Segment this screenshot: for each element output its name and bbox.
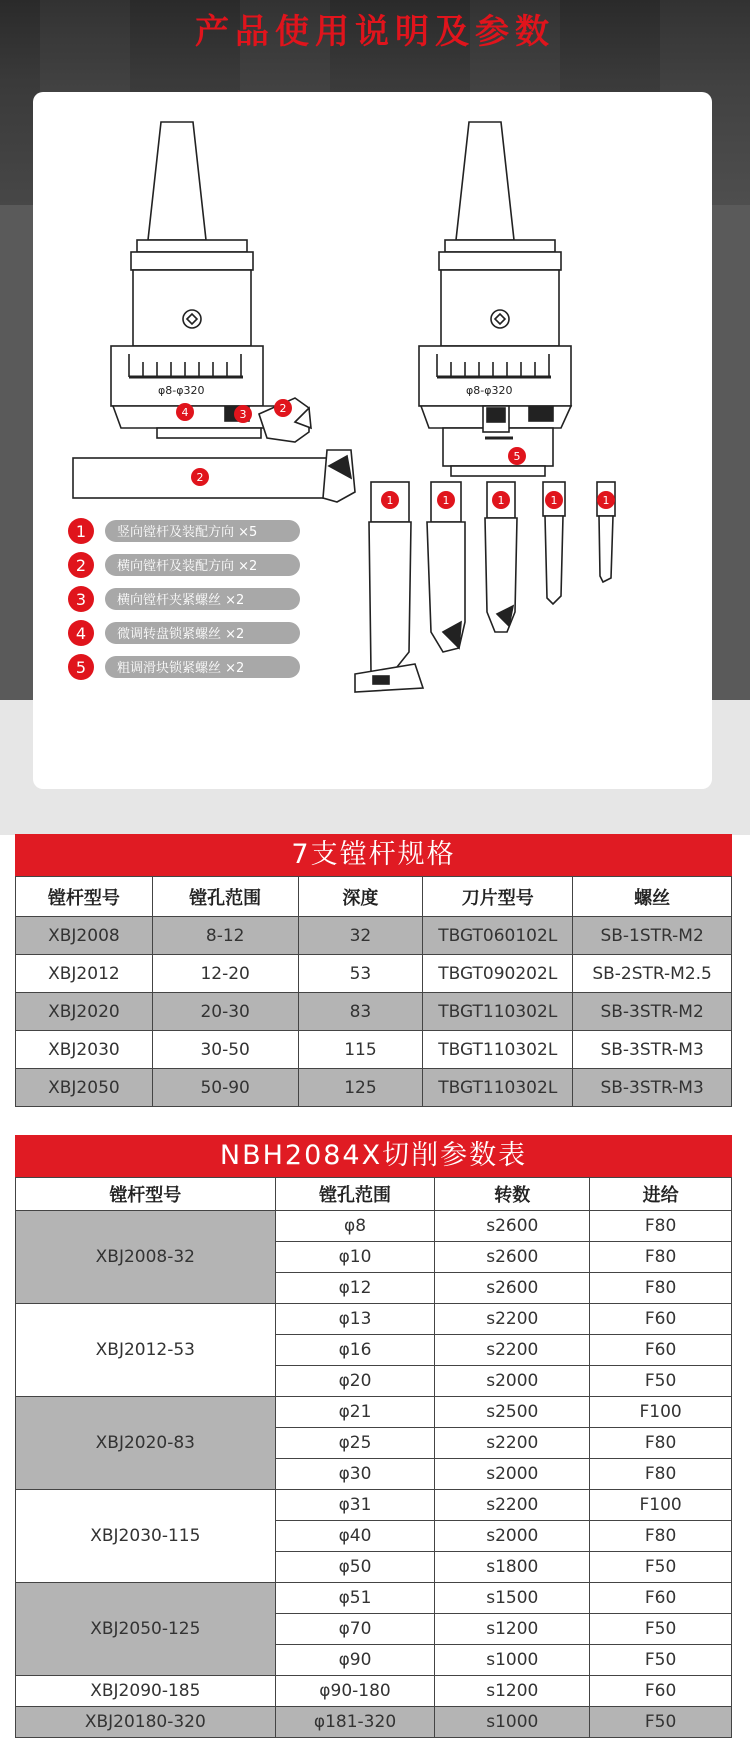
table-cell: TBGT110302L bbox=[423, 1069, 573, 1107]
table-cell: F80 bbox=[590, 1242, 732, 1273]
table-cell: 125 bbox=[298, 1069, 423, 1107]
table-row bbox=[16, 1397, 732, 1428]
spec-table bbox=[15, 876, 732, 1107]
table-cell: 12-20 bbox=[152, 955, 298, 993]
legend-item-3 bbox=[68, 586, 300, 612]
callout-2-bar bbox=[191, 468, 209, 486]
table-cell: XBJ2020 bbox=[16, 993, 153, 1031]
cut-model-cell: XBJ2090-185 bbox=[16, 1676, 276, 1707]
svg-text:1: 1 bbox=[550, 494, 558, 507]
table-cell: s2000 bbox=[435, 1366, 590, 1397]
table-cell: F100 bbox=[590, 1397, 732, 1428]
table-cell: F60 bbox=[590, 1583, 732, 1614]
table-cell: XBJ2012 bbox=[16, 955, 153, 993]
table-row bbox=[16, 1583, 732, 1614]
table-cell: 83 bbox=[298, 993, 423, 1031]
table-cell: F80 bbox=[590, 1428, 732, 1459]
cut-header-feed: 进给 bbox=[590, 1178, 732, 1211]
table-cell: s1500 bbox=[435, 1583, 590, 1614]
table-cell: s1200 bbox=[435, 1614, 590, 1645]
table-cell: F80 bbox=[590, 1211, 732, 1242]
table-cell: 53 bbox=[298, 955, 423, 993]
table-cell: 8-12 bbox=[152, 917, 298, 955]
svg-text:粗调滑块锁紧螺丝 ×2: 粗调滑块锁紧螺丝 ×2 bbox=[117, 661, 245, 676]
table-cell: 115 bbox=[298, 1031, 423, 1069]
table-row bbox=[16, 993, 732, 1031]
callout-3 bbox=[234, 405, 252, 423]
svg-text:横向镗杆夹紧螺丝 ×2: 横向镗杆夹紧螺丝 ×2 bbox=[117, 593, 245, 608]
cut-model-cell: XBJ2020-83 bbox=[16, 1397, 276, 1490]
svg-text:5: 5 bbox=[513, 450, 521, 463]
table-cell: φ31 bbox=[275, 1490, 435, 1521]
table-cell: φ25 bbox=[275, 1428, 435, 1459]
svg-text:4: 4 bbox=[75, 624, 87, 643]
table-cell: s1200 bbox=[435, 1676, 590, 1707]
table-cell: SB-1STR-M2 bbox=[573, 917, 732, 955]
table-cell: φ70 bbox=[275, 1614, 435, 1645]
table-cell: XBJ2030 bbox=[16, 1031, 153, 1069]
table-cell: XBJ2050 bbox=[16, 1069, 153, 1107]
cut-header-range: 镗孔范围 bbox=[275, 1178, 435, 1211]
page-title: 产品使用说明及参数 bbox=[195, 12, 555, 52]
cut-header-speed: 转数 bbox=[435, 1178, 590, 1211]
cut-model-cell: XBJ20180-320 bbox=[16, 1707, 276, 1738]
table-row bbox=[16, 1707, 732, 1738]
svg-text:3: 3 bbox=[75, 590, 87, 609]
table-row bbox=[16, 1211, 732, 1242]
table-row bbox=[16, 955, 732, 993]
table-cell: φ20 bbox=[275, 1366, 435, 1397]
svg-text:2: 2 bbox=[75, 556, 87, 575]
scale-label-right: φ8-φ320 bbox=[466, 384, 513, 397]
svg-text:竖向镗杆及装配方向 ×5: 竖向镗杆及装配方向 ×5 bbox=[117, 525, 258, 540]
spec-header-depth: 深度 bbox=[298, 877, 423, 917]
table-cell: φ40 bbox=[275, 1521, 435, 1552]
table-cell: φ51 bbox=[275, 1583, 435, 1614]
callout-5 bbox=[508, 447, 526, 465]
table-cell: F60 bbox=[590, 1335, 732, 1366]
table-cell: F50 bbox=[590, 1614, 732, 1645]
spec-header-insert: 刀片型号 bbox=[423, 877, 573, 917]
table-cell: s2500 bbox=[435, 1397, 590, 1428]
table-cell: F60 bbox=[590, 1304, 732, 1335]
table-cell: SB-3STR-M3 bbox=[573, 1069, 732, 1107]
table-cell: F50 bbox=[590, 1366, 732, 1397]
spec-header-screw: 螺丝 bbox=[573, 877, 732, 917]
table-cell: XBJ2008 bbox=[16, 917, 153, 955]
diagram-panel bbox=[33, 92, 712, 789]
table-cell: s2200 bbox=[435, 1428, 590, 1459]
table-cell: φ12 bbox=[275, 1273, 435, 1304]
table-row bbox=[16, 917, 732, 955]
table-cell: SB-2STR-M2.5 bbox=[573, 955, 732, 993]
table-cell: s1800 bbox=[435, 1552, 590, 1583]
table-cell: F100 bbox=[590, 1490, 732, 1521]
table-cell: s2200 bbox=[435, 1304, 590, 1335]
table-cell: φ8 bbox=[275, 1211, 435, 1242]
table-cell: φ16 bbox=[275, 1335, 435, 1366]
table-cell: φ21 bbox=[275, 1397, 435, 1428]
table-cell: F80 bbox=[590, 1459, 732, 1490]
boring-head-diagram bbox=[33, 92, 712, 789]
table-cell: φ90-180 bbox=[275, 1676, 435, 1707]
callout-4 bbox=[176, 403, 194, 421]
table-cell: φ13 bbox=[275, 1304, 435, 1335]
table-cell: φ50 bbox=[275, 1552, 435, 1583]
legend-item-1 bbox=[68, 518, 300, 544]
table-cell: 50-90 bbox=[152, 1069, 298, 1107]
spec-header-model: 镗杆型号 bbox=[16, 877, 153, 917]
svg-text:1: 1 bbox=[75, 522, 87, 541]
table-row bbox=[16, 1676, 732, 1707]
table-cell: φ181-320 bbox=[275, 1707, 435, 1738]
table-cell: s2000 bbox=[435, 1459, 590, 1490]
table-cell: 30-50 bbox=[152, 1031, 298, 1069]
table-cell: F60 bbox=[590, 1676, 732, 1707]
callout-2-head bbox=[274, 399, 292, 417]
table-cell: F50 bbox=[590, 1552, 732, 1583]
table-cell: s2600 bbox=[435, 1273, 590, 1304]
spec-header-row bbox=[16, 877, 732, 917]
table-cell: TBGT090202L bbox=[423, 955, 573, 993]
svg-text:1: 1 bbox=[602, 494, 610, 507]
table-cell: 20-30 bbox=[152, 993, 298, 1031]
spec-header-range: 镗孔范围 bbox=[152, 877, 298, 917]
svg-text:微调转盘锁紧螺丝 ×2: 微调转盘锁紧螺丝 ×2 bbox=[117, 627, 245, 642]
table-cell: φ10 bbox=[275, 1242, 435, 1273]
table-cell: φ30 bbox=[275, 1459, 435, 1490]
table-cell: φ90 bbox=[275, 1645, 435, 1676]
table-cell: s1000 bbox=[435, 1645, 590, 1676]
cut-model-cell: XBJ2050-125 bbox=[16, 1583, 276, 1676]
svg-text:1: 1 bbox=[386, 494, 394, 507]
table-row bbox=[16, 1031, 732, 1069]
svg-text:2: 2 bbox=[196, 471, 204, 484]
cut-table bbox=[15, 1177, 732, 1738]
svg-text:2: 2 bbox=[279, 402, 287, 415]
svg-text:5: 5 bbox=[75, 658, 87, 677]
table-cell: s2600 bbox=[435, 1211, 590, 1242]
cut-header-row bbox=[16, 1178, 732, 1211]
table-cell: s1000 bbox=[435, 1707, 590, 1738]
scale-label-left: φ8-φ320 bbox=[158, 384, 205, 397]
table-cell: SB-3STR-M2 bbox=[573, 993, 732, 1031]
table-cell: SB-3STR-M3 bbox=[573, 1031, 732, 1069]
table-cell: s2000 bbox=[435, 1521, 590, 1552]
table-row bbox=[16, 1490, 732, 1521]
cut-model-cell: XBJ2008-32 bbox=[16, 1211, 276, 1304]
table-row bbox=[16, 1304, 732, 1335]
cut-table-title: NBH2084X切削参数表 bbox=[15, 1135, 732, 1177]
table-cell: F50 bbox=[590, 1645, 732, 1676]
table-cell: TBGT060102L bbox=[423, 917, 573, 955]
callout-1-bars bbox=[381, 491, 615, 509]
legend-item-4 bbox=[68, 620, 300, 646]
table-cell: F80 bbox=[590, 1273, 732, 1304]
table-cell: s2200 bbox=[435, 1335, 590, 1366]
svg-text:3: 3 bbox=[239, 408, 247, 421]
table-row bbox=[16, 1069, 732, 1107]
svg-text:1: 1 bbox=[497, 494, 505, 507]
table-cell: F80 bbox=[590, 1521, 732, 1552]
legend bbox=[68, 518, 300, 680]
table-cell: TBGT110302L bbox=[423, 993, 573, 1031]
legend-item-5 bbox=[68, 654, 300, 680]
spec-table-title: 7支镗杆规格 bbox=[15, 834, 732, 876]
legend-item-2 bbox=[68, 552, 300, 578]
svg-text:4: 4 bbox=[181, 406, 189, 419]
svg-text:1: 1 bbox=[442, 494, 450, 507]
table-cell: s2600 bbox=[435, 1242, 590, 1273]
table-cell: s2200 bbox=[435, 1490, 590, 1521]
table-cell: TBGT110302L bbox=[423, 1031, 573, 1069]
cut-model-cell: XBJ2030-115 bbox=[16, 1490, 276, 1583]
table-cell: 32 bbox=[298, 917, 423, 955]
table-cell: F50 bbox=[590, 1707, 732, 1738]
svg-text:横向镗杆及装配方向 ×2: 横向镗杆及装配方向 ×2 bbox=[117, 559, 258, 574]
cut-model-cell: XBJ2012-53 bbox=[16, 1304, 276, 1397]
cut-header-model: 镗杆型号 bbox=[16, 1178, 276, 1211]
